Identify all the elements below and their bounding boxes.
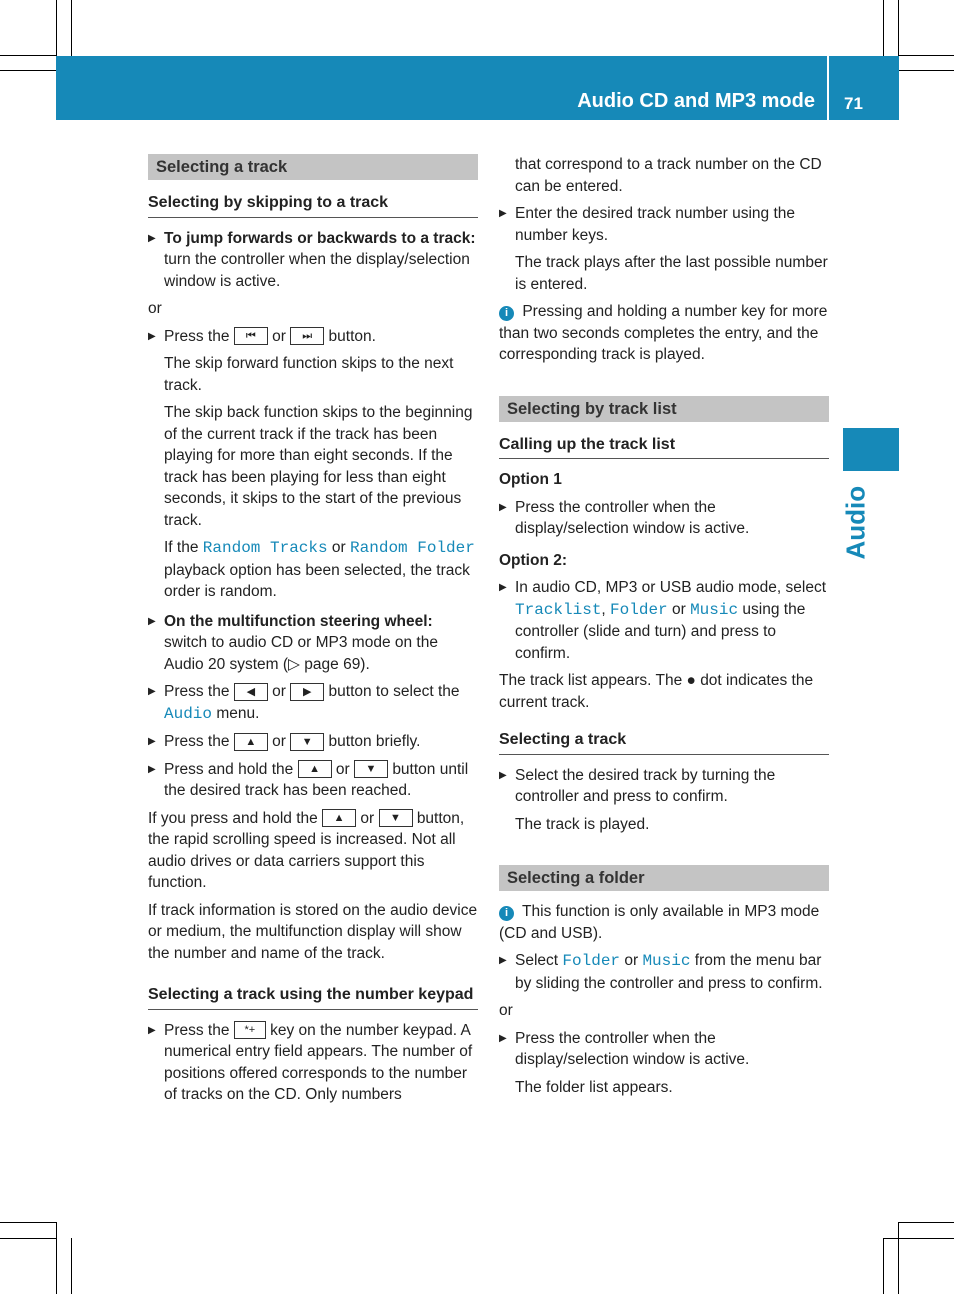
crop-mark — [0, 1222, 56, 1223]
side-tab — [843, 428, 899, 471]
crop-mark — [56, 1222, 57, 1294]
paragraph — [148, 808, 478, 894]
item-text: If the — [164, 539, 199, 556]
or-text: or — [499, 1002, 513, 1019]
item-text: In audio CD, MP3 or USB audio mode, select — [515, 579, 827, 596]
prev-track-icon: ⏮ — [234, 327, 268, 345]
item-text: Pressing and holding a number key for more than two seconds completes the entry, and the corresponding track is played. — [499, 303, 828, 363]
paragraph: The track list appears. The ● dot indicates the current track. — [499, 672, 814, 711]
item-text: Enter the desired track number using the number keys. — [515, 205, 796, 244]
list-item — [499, 1028, 829, 1071]
bold-lead: To jump forwards or backwards to a track: — [164, 229, 476, 247]
item-text: Select — [515, 952, 559, 969]
left-column — [148, 154, 478, 1112]
item-text: button to select the — [328, 683, 460, 700]
option-label: Option 2: — [499, 551, 568, 569]
crop-mark — [898, 1222, 954, 1223]
left-arrow-icon: ◀ — [234, 683, 268, 701]
list-item — [499, 765, 829, 808]
item-text: or — [331, 539, 346, 556]
section-heading: Selecting by track list — [499, 396, 829, 422]
item-text: If you press and hold the — [148, 809, 318, 827]
item-text: or — [335, 760, 350, 778]
crop-mark — [898, 55, 954, 56]
crop-mark — [0, 55, 56, 56]
crop-mark — [883, 1238, 954, 1239]
list-item — [148, 326, 478, 348]
down-arrow-icon: ▼ — [379, 809, 413, 827]
paragraph — [148, 537, 478, 603]
list-item — [148, 681, 478, 725]
crop-mark — [898, 70, 954, 71]
list-item — [148, 731, 478, 753]
list-item — [148, 759, 478, 802]
right-column — [499, 154, 829, 1104]
right-arrow-icon: ▶ — [290, 683, 324, 701]
side-label: Audio — [840, 485, 871, 560]
item-text: Press the — [164, 683, 230, 700]
menu-term: Music — [690, 600, 739, 619]
item-text: key on the number keypad. A numerical entry field appears. The number of positions offered corresponds to the number of tracks on the CD. Only numbers — [164, 1021, 473, 1103]
paragraph: The folder list appears. — [515, 1078, 673, 1096]
menu-term: Folder — [562, 952, 621, 970]
menu-term: Tracklist — [515, 600, 602, 619]
item-text: Press the — [164, 733, 230, 750]
menu-term: Random Tracks — [202, 539, 328, 557]
list-item — [148, 228, 478, 293]
page-number: 71 — [844, 94, 863, 113]
item-text: button, the rapid scrolling speed is increased. Not all audio drives or data carriers support this function. — [148, 809, 465, 891]
info-icon: i — [499, 306, 514, 321]
crop-mark — [71, 0, 72, 56]
item-text: from the menu bar by sliding the controller and press to confirm. — [515, 952, 823, 992]
up-arrow-icon: ▲ — [298, 760, 332, 778]
next-track-icon: ⏭ — [290, 327, 324, 345]
crop-mark — [898, 0, 899, 56]
list-item: ▶ In audio CD, MP3 or USB audio mode, select Tracklist, Folder or Music using the controller (slide and turn) and press to confirm. — [499, 577, 829, 664]
info-note — [499, 901, 829, 944]
crop-mark — [71, 1238, 72, 1294]
item-text: playback option has been selected, the track order is random. — [164, 561, 470, 600]
paragraph: The skip forward function skips to the next track. — [164, 355, 454, 394]
subheading: Selecting a track — [499, 729, 829, 755]
paragraph: The skip back function skips to the beginning of the current track if the track has been playing for more than eight seconds. If the track has been playing for less than eight seconds, it skips to the start of the previous track. — [164, 404, 473, 529]
crop-mark — [883, 1238, 884, 1294]
list-item — [499, 497, 829, 540]
info-icon: i — [499, 906, 514, 921]
down-arrow-icon: ▼ — [354, 760, 388, 778]
item-text: or — [272, 327, 286, 345]
item-text: Press the — [164, 1021, 230, 1039]
crop-mark — [0, 70, 56, 71]
item-text: button briefly. — [328, 733, 421, 750]
item-text: or — [671, 600, 686, 618]
crop-mark — [898, 1222, 899, 1294]
item-text: Press and hold the — [164, 760, 294, 778]
paragraph: If track information is stored on the audio device or medium, the multifunction display will show the number and name of the track. — [148, 901, 478, 962]
item-text: or — [624, 952, 639, 969]
down-arrow-icon: ▼ — [290, 733, 324, 751]
paragraph: The track is played. — [515, 815, 650, 833]
item-text: or — [272, 733, 286, 750]
list-item — [499, 203, 829, 246]
option-label: Option 1 — [499, 471, 562, 488]
subheading: Selecting by skipping to a track — [148, 192, 478, 218]
crop-mark — [0, 1238, 56, 1239]
page-header — [56, 56, 899, 120]
crop-mark — [883, 0, 884, 56]
crop-mark — [56, 0, 57, 56]
bold-lead: On the multifunction steering wheel: — [164, 612, 433, 630]
star-key-icon: *+ — [234, 1021, 266, 1039]
item-text: button until the desired track has been reached. — [164, 760, 469, 799]
or-text: or — [148, 300, 162, 317]
subheading: Calling up the track list — [499, 434, 829, 460]
up-arrow-icon: ▲ — [234, 733, 268, 751]
item-text: Press the — [164, 327, 230, 345]
up-arrow-icon: ▲ — [322, 809, 356, 827]
item-text: Press the controller when the display/selection window is active. — [515, 498, 750, 537]
header-divider — [827, 56, 829, 120]
paragraph: The track plays after the last possible number is entered. — [515, 254, 828, 293]
item-text: Press the controller when the display/selection window is active. — [515, 1029, 750, 1068]
subheading: Selecting a track using the number keypad — [148, 984, 478, 1010]
list-item — [499, 950, 829, 994]
menu-term: Folder — [610, 600, 668, 619]
menu-term: Audio — [164, 704, 213, 723]
item-text: menu. — [216, 704, 260, 722]
section-heading: Selecting a track — [148, 154, 478, 180]
item-text: switch to audio CD or MP3 mode on the Audio 20 system (▷ page 69). — [164, 634, 438, 673]
menu-term: Music — [642, 952, 691, 970]
item-text: Select the desired track by turning the controller and press to confirm. — [515, 766, 776, 805]
list-item — [148, 611, 478, 676]
item-text: using the controller (slide and turn) and press to confirm. — [515, 600, 806, 662]
item-text: This function is only available in MP3 mode (CD and USB). — [499, 903, 820, 942]
info-note — [499, 301, 829, 366]
menu-term: Random Folder — [350, 539, 475, 557]
item-text: turn the controller when the display/selection window is active. — [164, 251, 470, 290]
section-heading: Selecting a folder — [499, 865, 829, 891]
paragraph: that correspond to a track number on the CD can be entered. — [515, 156, 822, 195]
list-item — [148, 1020, 478, 1106]
item-text: button. — [328, 327, 376, 345]
item-text: or — [272, 683, 286, 700]
page-title: Audio CD and MP3 mode — [577, 90, 815, 112]
item-text: or — [360, 809, 375, 827]
